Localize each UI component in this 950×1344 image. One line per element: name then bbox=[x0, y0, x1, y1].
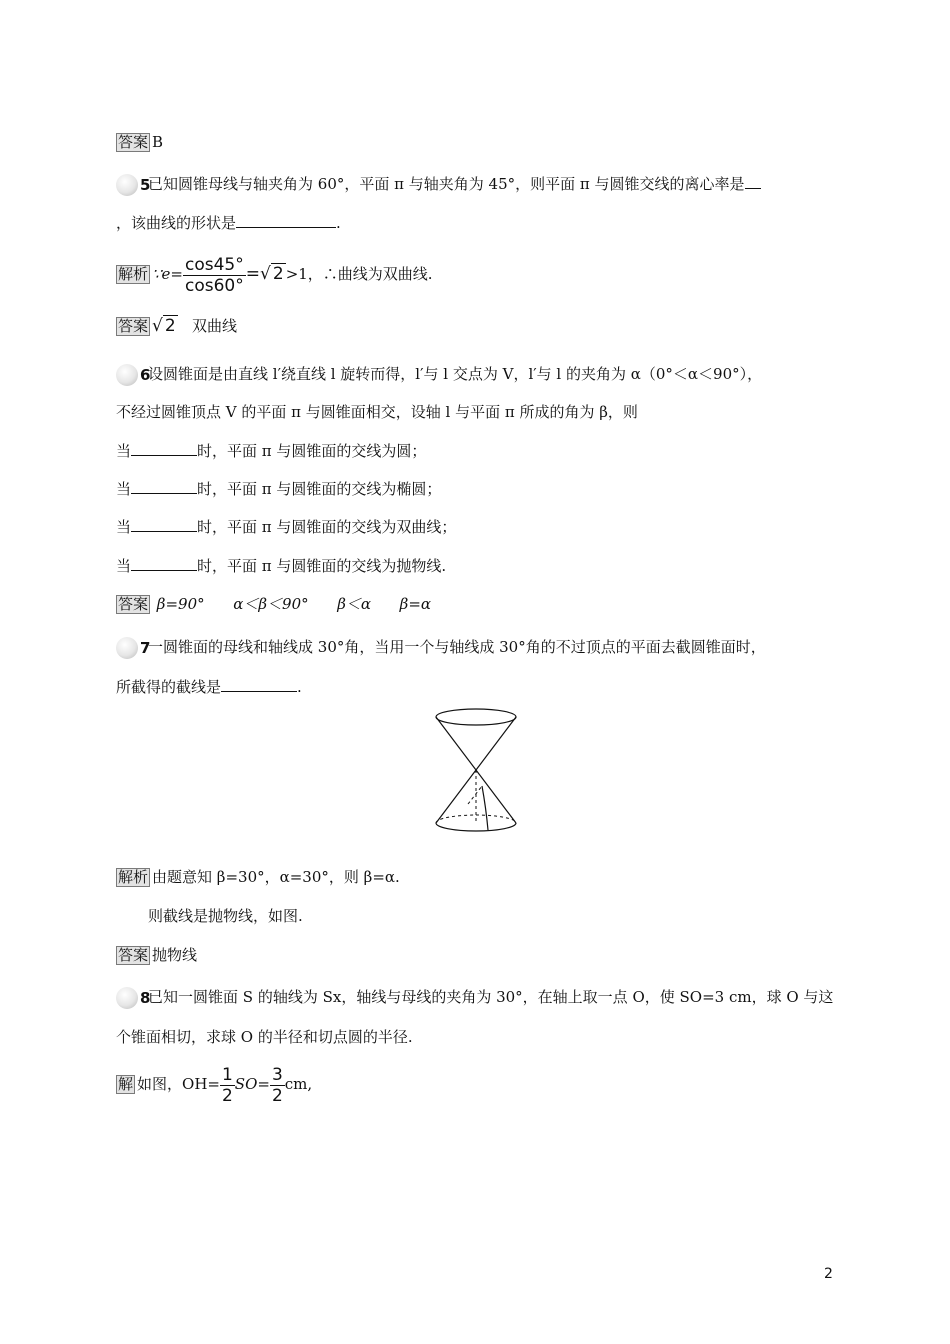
answer-blank bbox=[221, 677, 297, 692]
item-prefix: 当 bbox=[116, 480, 132, 498]
answer-blank bbox=[745, 174, 761, 189]
analysis-tag: 解析 bbox=[118, 868, 149, 886]
analysis-text: 则截线是抛物线，如图. bbox=[148, 907, 303, 925]
fraction: $\frac{1}{2}$ bbox=[221, 1064, 233, 1106]
question-5-line-2 bbox=[116, 213, 341, 233]
analysis-text: ∵e= bbox=[152, 265, 184, 283]
solution-8 bbox=[116, 1062, 312, 1106]
analysis-7-line-2 bbox=[148, 906, 303, 926]
answer-blank bbox=[131, 556, 197, 571]
item-prefix: 当 bbox=[116, 557, 132, 575]
answer-text: β=α bbox=[399, 595, 432, 613]
solution-text: cm, bbox=[284, 1075, 313, 1093]
solution-text: SO= bbox=[234, 1075, 270, 1093]
item-text: 时，平面 π 与圆锥面的交线为椭圆； bbox=[197, 480, 442, 498]
answer-5 bbox=[116, 316, 237, 336]
double-cone-figure bbox=[430, 706, 522, 836]
item-text: 时，平面 π 与圆锥面的交线为双曲线； bbox=[197, 518, 457, 536]
analysis-tag: 解析 bbox=[118, 265, 149, 283]
bubble-icon bbox=[116, 987, 138, 1009]
bottom-ellipse-front bbox=[436, 823, 516, 831]
item-prefix: 当 bbox=[116, 518, 132, 536]
question-number-badge: 6 bbox=[116, 364, 146, 386]
page-number: 2 bbox=[824, 1266, 833, 1282]
sqrt: √ 2 bbox=[152, 316, 176, 336]
answer-text: β＜α bbox=[337, 595, 372, 613]
sqrt: √ 2 bbox=[260, 264, 284, 284]
equals-sign: = bbox=[245, 264, 261, 284]
answer-blank bbox=[236, 213, 336, 228]
question-text: 已知一圆锥面 S 的轴线为 Sx，轴线与母线的夹角为 30°，在轴上取一点 O，使 SO=3 cm，球 O 与这 bbox=[148, 988, 834, 1006]
question-text: 不经过圆锥顶点 V 的平面 π 与圆锥面相交，设轴 l 与平面 π 所成的角为 β，则 bbox=[116, 403, 638, 421]
question-6-line-1 bbox=[116, 364, 762, 386]
solution-tag: 解 bbox=[118, 1075, 134, 1093]
answer-tag: 答案 bbox=[118, 133, 149, 151]
top-ellipse bbox=[436, 709, 516, 725]
question-text: . bbox=[297, 678, 302, 696]
question-text: 已知圆锥母线与轴夹角为 60°，平面 π 与轴夹角为 45°，则平面 π 与圆锥交线的离心率是 bbox=[148, 175, 745, 193]
item-text: 时，平面 π 与圆锥面的交线为抛物线. bbox=[197, 557, 447, 575]
analysis-text: >1，∴曲线为双曲线. bbox=[285, 265, 433, 283]
answer-text: B bbox=[152, 133, 164, 151]
question-7-line-2 bbox=[116, 677, 302, 697]
question-6-item-1 bbox=[116, 441, 426, 461]
question-6-item-3 bbox=[116, 517, 456, 537]
item-text: 时，平面 π 与圆锥面的交线为圆； bbox=[197, 442, 427, 460]
answer-text: α＜β＜90° bbox=[233, 595, 309, 613]
bubble-icon bbox=[116, 637, 138, 659]
question-8-line-1 bbox=[116, 987, 833, 1009]
question-number-badge: 8 bbox=[116, 987, 146, 1009]
question-number-badge: 5 bbox=[116, 174, 146, 196]
question-5-line-1 bbox=[116, 174, 761, 196]
section-dashed bbox=[468, 786, 482, 804]
analysis-7 bbox=[116, 867, 400, 887]
answer-blank bbox=[131, 479, 197, 494]
question-6-line-2 bbox=[116, 402, 638, 422]
question-6-item-4 bbox=[116, 556, 446, 576]
analysis-text: 由题意知 β=30°，α=30°，则 β=α. bbox=[152, 868, 400, 886]
question-text: ，该曲线的形状是 bbox=[116, 214, 237, 232]
question-7-line-1 bbox=[116, 637, 766, 659]
answer-blank bbox=[131, 517, 197, 532]
answer-text: β=90° bbox=[156, 595, 205, 613]
question-text: 一圆锥面的母线和轴线成 30°角，当用一个与轴线成 30°角的不过顶点的平面去截圆锥面时， bbox=[148, 638, 766, 656]
answer-text: 抛物线 bbox=[152, 946, 198, 964]
question-number-badge: 7 bbox=[116, 637, 146, 659]
item-prefix: 当 bbox=[116, 442, 132, 460]
bubble-icon bbox=[116, 364, 138, 386]
answer-line-prev bbox=[116, 132, 163, 152]
question-text: . bbox=[336, 214, 341, 232]
parabola-curve bbox=[482, 786, 488, 830]
answer-6 bbox=[116, 594, 431, 614]
solution-text: 如图，OH= bbox=[137, 1075, 220, 1093]
answer-7 bbox=[116, 945, 197, 965]
question-text: 设圆锥面是由直线 l′绕直线 l 旋转而得，l′与 l 交点为 V，l′与 l 的夹角为 α（0°＜α＜90°）， bbox=[148, 365, 763, 383]
question-6-item-2 bbox=[116, 479, 441, 499]
answer-tag: 答案 bbox=[118, 317, 149, 335]
answer-tag: 答案 bbox=[118, 946, 149, 964]
answer-text: 双曲线 bbox=[192, 317, 238, 335]
question-8-line-2 bbox=[116, 1027, 413, 1047]
fraction: $\frac{\cos 45^\circ}{\cos 60^\circ}$ bbox=[185, 254, 244, 296]
answer-tag: 答案 bbox=[118, 595, 149, 613]
question-text: 个锥面相切，求球 O 的半径和切点圆的半径. bbox=[116, 1028, 413, 1046]
fraction: $\frac{3}{2}$ bbox=[271, 1064, 283, 1106]
bubble-icon bbox=[116, 174, 138, 196]
analysis-5 bbox=[116, 252, 433, 296]
question-text: 所截得的截线是 bbox=[116, 678, 222, 696]
answer-blank bbox=[131, 441, 197, 456]
